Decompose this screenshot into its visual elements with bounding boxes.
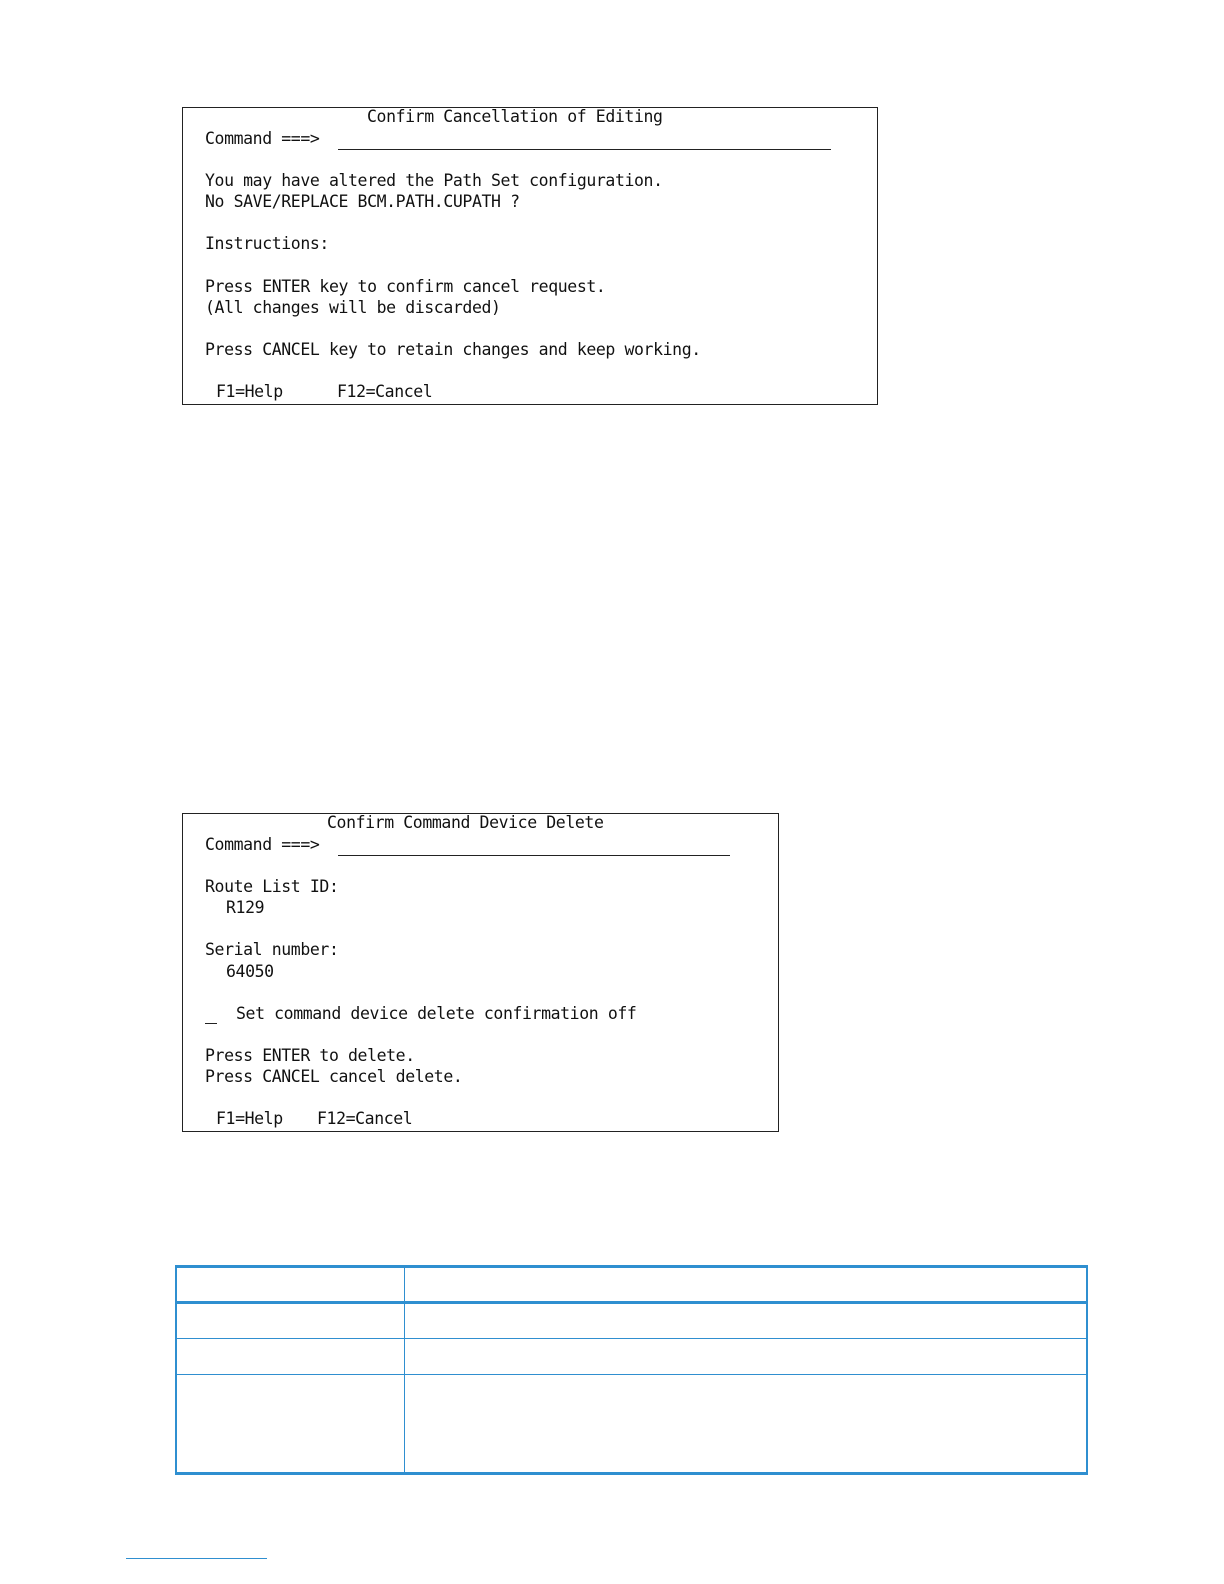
table-cell — [176, 1339, 405, 1375]
table-cell — [405, 1339, 1088, 1375]
table-row — [176, 1375, 1087, 1474]
table-cell — [176, 1303, 405, 1339]
table-cell — [405, 1303, 1088, 1339]
table-header-cell — [176, 1267, 405, 1303]
command-input[interactable] — [338, 837, 730, 856]
table-cell — [405, 1375, 1088, 1474]
message-line-1: You may have altered the Path Set configuration. — [205, 171, 663, 190]
table-row — [176, 1339, 1087, 1375]
panel-title: Confirm Command Device Delete — [327, 813, 604, 832]
cancel-instruction: Press CANCEL cancel delete. — [205, 1067, 463, 1086]
command-label: Command ===> — [205, 129, 320, 148]
serial-number-value: 64050 — [226, 962, 274, 981]
command-label: Command ===> — [205, 835, 320, 854]
footer-rule — [126, 1558, 267, 1559]
description-table — [175, 1265, 1088, 1475]
cancel-instruction: Press CANCEL key to retain changes and keep working. — [205, 340, 701, 359]
enter-instruction: Press ENTER key to confirm cancel request. — [205, 277, 606, 296]
enter-instruction: Press ENTER to delete. — [205, 1046, 415, 1065]
table-header-row — [176, 1267, 1087, 1303]
confirm-command-device-delete-panel — [182, 813, 779, 1132]
confirm-cancellation-panel — [182, 107, 878, 405]
table-header-cell — [405, 1267, 1088, 1303]
message-line-2: No SAVE/REPLACE BCM.PATH.CUPATH ? — [205, 192, 520, 211]
enter-instruction-note: (All changes will be discarded) — [205, 298, 501, 317]
f12-cancel-key[interactable]: F12=Cancel — [337, 382, 433, 401]
command-input[interactable] — [338, 131, 831, 150]
delete-confirmation-off-label: Set command device delete confirmation off — [236, 1004, 637, 1023]
table-row — [176, 1303, 1087, 1339]
route-list-label: Route List ID: — [205, 877, 339, 896]
f12-cancel-key[interactable]: F12=Cancel — [317, 1109, 413, 1128]
route-list-value: R129 — [226, 898, 265, 917]
f1-help-key[interactable]: F1=Help — [216, 382, 283, 401]
table-cell — [176, 1375, 405, 1474]
serial-number-label: Serial number: — [205, 940, 339, 959]
panel-title: Confirm Cancellation of Editing — [367, 107, 663, 126]
f1-help-key[interactable]: F1=Help — [216, 1109, 283, 1128]
delete-confirmation-off-field[interactable] — [205, 1007, 217, 1024]
instructions-heading: Instructions: — [205, 234, 329, 253]
